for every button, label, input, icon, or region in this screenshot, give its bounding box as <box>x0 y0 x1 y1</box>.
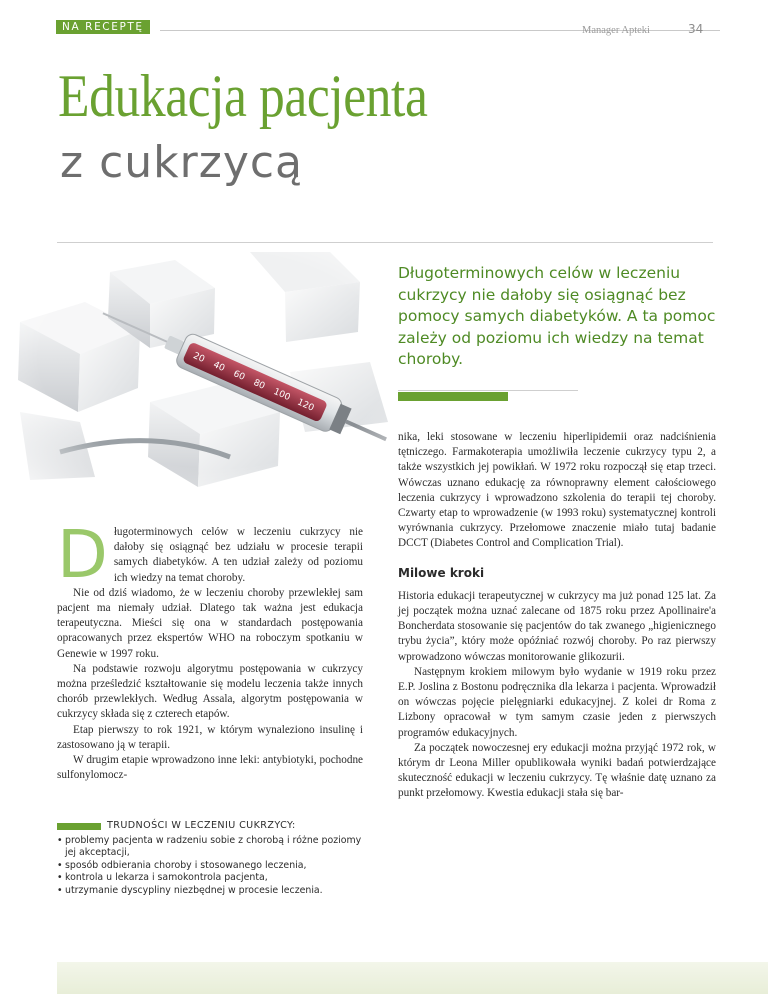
difficulties-list <box>57 835 373 898</box>
body-paragraph: W drugim etapie wprowadzono inne leki: antybiotyki, pochodne sulfonylomocz- <box>57 754 363 782</box>
body-paragraph: nika, leki stosowane w leczeniu hiperlipidemii oraz nadciśnienia tętniczego. Farmakoterapia umożliwiła leczenie cukrzycy typu 2, a także wszystkich jej powikłań. W 1972 roku rozpoczął się etap trzeci. Wówczas uznano edukację za równoprawny element całościowego leczenia cukrzycy i wprowadzono szkolenia do terapii tej choroby. Czwarty etap to wprowadzenie (w 1993 roku) systematycznej kontroli wyrównania cukrzycy. Przełomowe znaczenie miało tutaj badanie DCCT (Diabetes Control and Complication Trial). <box>398 431 716 550</box>
section-heading: Milowe kroki <box>398 565 485 580</box>
page-number: 34 <box>688 22 704 36</box>
body-paragraph: Nie od dziś wiadomo, że w leczeniu choroby przewlekłej sam pacjent ma niemały udział. Dlatego tak ważna jest edukacja terapeutyczna. Mieści się ona w standardach postępowania opracowanych przez ekspertów WHO na roboczym spotkaniu w Genewie w 1997 roku. <box>57 586 363 660</box>
list-item: • sposób odbierania choroby i stosowanego leczenia, <box>57 860 373 873</box>
list-item: • kontrola u lekarza i samokontrola pacjenta, <box>57 872 373 885</box>
syringe-on-sugar-icon <box>0 252 390 492</box>
lead-accent-bar <box>398 392 508 401</box>
left-column <box>57 516 363 783</box>
bottom-decoration <box>57 962 768 994</box>
list-item: • problemy pacjenta w radzeniu sobie z chorobą i różne poziomy jej akceptacji, <box>57 835 373 860</box>
title-divider <box>57 242 713 243</box>
insulin-syringe-photo <box>0 252 390 492</box>
box-title: TRUDNOŚCI W LECZENIU CUKRZYCY: <box>107 820 296 831</box>
lead-paragraph: Długoterminowych celów w leczeniu cukrzycy nie dałoby się osiągnąć bez pomocy samych diabetyków. A ta pomoc zależy od poziomu ich wiedzy na temat choroby. <box>398 264 716 368</box>
box-accent-bar <box>57 823 101 830</box>
lead-divider <box>398 390 578 391</box>
body-paragraph: Za początek nowoczesnej ery edukacji można przyjąć 1972 rok, w którym dr Leona Miller opublikowała wyniki badań potwierdzające skuteczność edukacji w leczeniu cukrzycy. Tę właśnie datę uznano za punkt przełomowy. Kwestia edukacji stała się bar- <box>398 741 716 800</box>
article-title: Edukacja pacjenta <box>58 63 428 129</box>
article-subtitle: z cukrzycą <box>60 137 304 188</box>
magazine-name: Manager Apteki <box>582 25 650 36</box>
body-paragraph: Etap pierwszy to rok 1921, w którym wynaleziono insulinę i zastosowano ją w terapii. <box>57 723 363 751</box>
body-paragraph: Historia edukacji terapeutycznej w cukrzycy ma już ponad 125 lat. Za jej początek można uznać zalecane od 1875 roku przez Apollinaire'a Boncherdata stosowanie się pacjentów do tak zwanego „higienicznego trybu życia”, który może opóźniać rozwój choroby. Po raz pierwszy wprowadzono wówczas monitorowanie glikozurii. <box>398 589 716 663</box>
drop-cap: D <box>57 516 108 593</box>
body-paragraph: Następnym krokiem milowym było wydanie w 1919 roku przez E.P. Joslina z Bostonu podręcznika dla lekarza i pacjenta. Wprowadził on wówczas pojęcie pielęgniarki edukacyjnej. Z kolei dr Roma z Lizbony opracował w tym samym czasie jeden z pierwszych programów edukacyjnych. <box>398 665 716 739</box>
right-column <box>398 430 716 802</box>
difficulties-box <box>57 820 373 898</box>
section-tag: NA RECEPTĘ <box>56 20 150 34</box>
list-item: • utrzymanie dyscypliny niezbędnej w procesie leczenia. <box>57 885 373 898</box>
body-paragraph: Na podstawie rozwoju algorytmu postępowania w cukrzycy można prześledzić kształtowanie się modelu leczenia także innych chorób przewlekłych. Według Assala, algorytm postępowania w cukrzycy składa się z czterech etapów. <box>57 662 363 721</box>
body-paragraph: ługoterminowych celów w leczeniu cukrzycy nie dałoby się osiągnąć bez udziału w procesie terapii samych diabetyków. A ten udział zależy od poziomu ich wiedzy na temat choroby. <box>113 526 363 584</box>
